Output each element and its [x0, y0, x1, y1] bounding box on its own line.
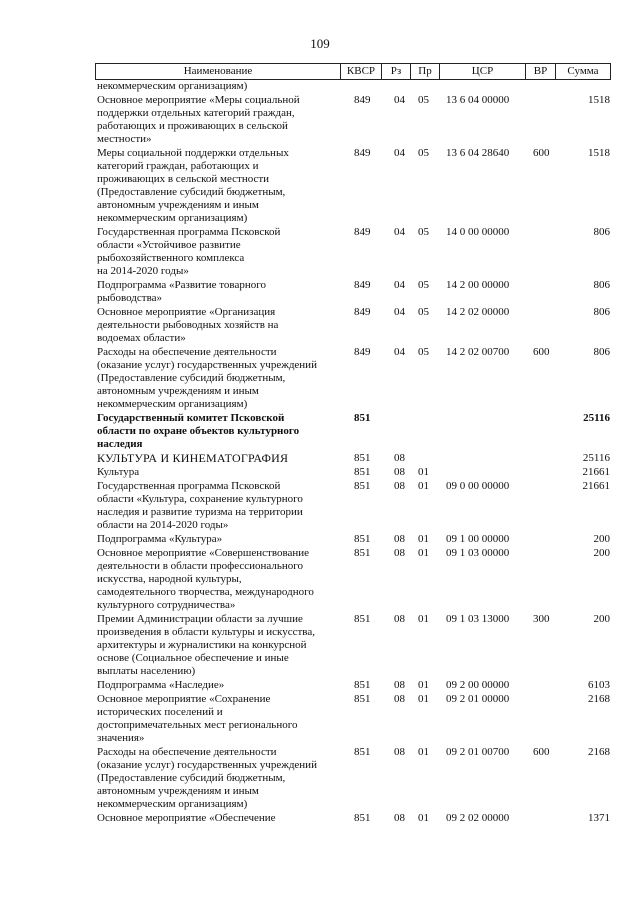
header-vr: ВР	[526, 64, 556, 79]
row-rz: 04	[394, 346, 405, 358]
row-sum: 806	[593, 346, 610, 358]
row-kvsr: 851	[354, 746, 371, 758]
row-pr: 01	[418, 679, 429, 691]
page-number: 109	[310, 36, 330, 51]
table-row	[0, 746, 640, 812]
row-sum: 21661	[582, 480, 610, 492]
row-csr: 09 2 01 00000	[446, 693, 510, 705]
table-row	[0, 480, 640, 533]
row-vr: 600	[533, 746, 550, 758]
row-rz: 04	[394, 147, 405, 159]
row-name: некоммерческим организациям)	[97, 80, 248, 92]
row-pr: 05	[418, 306, 429, 318]
row-csr: 13 6 04 28640	[446, 147, 510, 159]
row-rz: 08	[394, 746, 405, 758]
row-name: Государственная программа Псковской области «Устойчивое развитие рыбохозяйственного комплекса на 2014-2020 годы»	[97, 226, 281, 277]
row-csr: 09 2 01 00700	[446, 746, 510, 758]
header-pr: Пр	[411, 64, 440, 79]
row-name: Расходы на обеспечение деятельности (оказание услуг) государственных учреждений (Предоставление субсидий бюджетным, автономным учреждениям и иным некоммерческим организациям)	[97, 746, 317, 810]
row-kvsr: 849	[354, 279, 371, 291]
row-kvsr: 851	[354, 613, 371, 625]
row-pr: 01	[418, 746, 429, 758]
row-rz: 08	[394, 466, 405, 478]
row-pr: 05	[418, 226, 429, 238]
row-sum: 1371	[588, 812, 610, 824]
row-sum: 200	[593, 547, 610, 559]
row-csr: 14 0 00 00000	[446, 226, 510, 238]
table-row	[0, 452, 640, 466]
row-kvsr: 851	[354, 466, 371, 478]
table-body	[0, 80, 640, 826]
table-row	[0, 533, 640, 547]
row-kvsr: 851	[354, 693, 371, 705]
row-rz: 04	[394, 306, 405, 318]
row-sum: 806	[593, 306, 610, 318]
row-sum: 21661	[582, 466, 610, 478]
row-sum: 2168	[588, 746, 610, 758]
row-name: Подпрограмма «Наследие»	[97, 679, 225, 691]
table-row	[0, 306, 640, 346]
row-name: Основное мероприятие «Обеспечение	[97, 812, 276, 824]
table-row	[0, 94, 640, 147]
row-kvsr: 849	[354, 226, 371, 238]
row-name: Основное мероприятие «Меры социальной поддержки отдельных категорий граждан, работающих и проживающих в сельской местности»	[97, 94, 300, 145]
table-row	[0, 466, 640, 480]
row-kvsr: 851	[354, 480, 371, 492]
row-pr: 05	[418, 346, 429, 358]
table-row	[0, 547, 640, 613]
row-vr: 300	[533, 613, 550, 625]
row-pr: 05	[418, 94, 429, 106]
row-pr: 01	[418, 480, 429, 492]
row-csr: 09 0 00 00000	[446, 480, 510, 492]
row-csr: 09 1 03 00000	[446, 547, 510, 559]
row-pr: 01	[418, 812, 429, 824]
row-csr: 14 2 02 00700	[446, 346, 510, 358]
header-rz: Рз	[382, 64, 411, 79]
row-sum: 25116	[583, 412, 610, 424]
row-kvsr: 849	[354, 346, 371, 358]
row-name: Основное мероприятие «Совершенствование деятельности в области профессионального искусства, народной культуры, самодеятельного творчества, международного культурного сотрудничества»	[97, 547, 314, 611]
table-row	[0, 80, 640, 94]
table-row	[0, 412, 640, 452]
header-csr: ЦСР	[440, 64, 526, 79]
row-name: Государственная программа Псковской области «Культура, сохранение культурного наследия и развитие туризма на территории области на 2014-2020 годы»	[97, 480, 303, 531]
row-sum: 1518	[588, 94, 610, 106]
row-csr: 09 2 00 00000	[446, 679, 510, 691]
row-sum: 200	[593, 533, 610, 545]
row-pr: 01	[418, 693, 429, 705]
row-rz: 04	[394, 226, 405, 238]
row-rz: 08	[394, 679, 405, 691]
row-pr: 05	[418, 279, 429, 291]
header-sum: Сумма	[556, 64, 611, 79]
row-kvsr: 849	[354, 94, 371, 106]
row-rz: 08	[394, 812, 405, 824]
table-row	[0, 613, 640, 679]
row-sum: 6103	[588, 679, 610, 691]
row-sum: 806	[593, 226, 610, 238]
row-csr: 09 2 02 00000	[446, 812, 510, 824]
table-row	[0, 226, 640, 279]
table-row	[0, 812, 640, 826]
row-name: Основное мероприятие «Сохранение исторических поселений и достопримечательных мест регионального значения»	[97, 693, 298, 744]
table-row	[0, 346, 640, 412]
row-kvsr: 851	[354, 679, 371, 691]
table-row	[0, 147, 640, 226]
row-pr: 01	[418, 613, 429, 625]
row-rz: 04	[394, 279, 405, 291]
row-rz: 08	[394, 613, 405, 625]
row-kvsr: 851	[354, 412, 371, 424]
row-vr: 600	[533, 147, 550, 159]
row-rz: 04	[394, 94, 405, 106]
row-rz: 08	[394, 693, 405, 705]
header-name: Наименование	[96, 64, 341, 79]
row-vr: 600	[533, 346, 550, 358]
row-sum: 806	[593, 279, 610, 291]
row-kvsr: 849	[354, 306, 371, 318]
row-name: Премии Администрации области за лучшие произведения в области культуры и искусства, архитектуры и журналистики на конкурсной основе (Социальное обеспечение и иные выплаты населению)	[97, 613, 315, 677]
row-kvsr: 851	[354, 533, 371, 545]
row-rz: 08	[394, 547, 405, 559]
table-header	[95, 63, 611, 80]
row-csr: 14 2 00 00000	[446, 279, 510, 291]
row-pr: 01	[418, 533, 429, 545]
row-kvsr: 851	[354, 547, 371, 559]
row-name: Основное мероприятие «Организация деятельности рыбоводных хозяйств на водоемах области»	[97, 306, 279, 344]
row-name: КУЛЬТУРА И КИНЕМАТОГРАФИЯ	[97, 451, 289, 465]
table-row	[0, 279, 640, 306]
row-rz: 08	[394, 452, 405, 464]
row-csr: 09 1 00 00000	[446, 533, 510, 545]
row-name: Культура	[97, 466, 140, 478]
row-name: Государственный комитет Псковской области по охране объектов культурного наследия	[97, 412, 300, 450]
row-name: Подпрограмма «Культура»	[97, 533, 223, 545]
row-pr: 01	[418, 547, 429, 559]
table-row	[0, 693, 640, 746]
row-pr: 01	[418, 466, 429, 478]
row-sum: 2168	[588, 693, 610, 705]
row-kvsr: 851	[354, 452, 371, 464]
row-sum: 25116	[582, 452, 610, 464]
row-sum: 1518	[588, 147, 610, 159]
row-sum: 200	[593, 613, 610, 625]
row-kvsr: 849	[354, 147, 371, 159]
row-name: Расходы на обеспечение деятельности (оказание услуг) государственных учреждений (Предоставление субсидий бюджетным, автономным учреждениям и иным некоммерческим организациям)	[97, 346, 317, 410]
row-kvsr: 851	[354, 812, 371, 824]
row-pr: 05	[418, 147, 429, 159]
row-csr: 09 1 03 13000	[446, 613, 510, 625]
table-row	[0, 679, 640, 693]
row-csr: 13 6 04 00000	[446, 94, 510, 106]
row-name: Меры социальной поддержки отдельных категорий граждан, работающих и проживающих в сельской местности (Предоставление субсидий бюджетным, автономным учреждениям и иным некоммерческим организациям)	[97, 147, 289, 224]
row-csr: 14 2 02 00000	[446, 306, 510, 318]
row-name: Подпрограмма «Развитие товарного рыбоводства»	[97, 279, 266, 304]
row-rz: 08	[394, 480, 405, 492]
row-rz: 08	[394, 533, 405, 545]
header-kvsr: КВСР	[341, 64, 382, 79]
